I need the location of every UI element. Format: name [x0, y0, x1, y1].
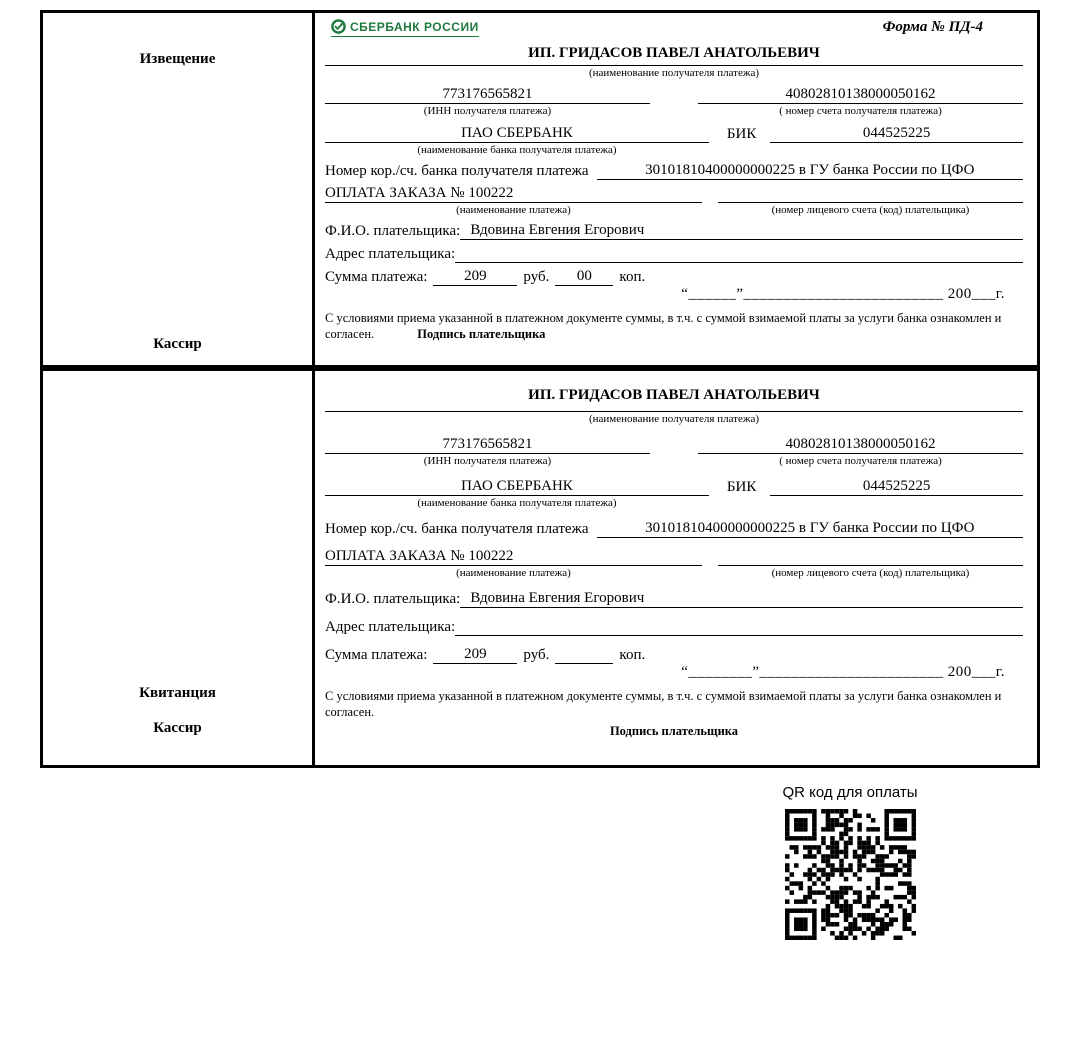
receipt-section — [40, 368, 1040, 768]
bank-name-value: ПАО СБЕРБАНК — [325, 478, 709, 496]
personal-account-caption: (номер лицевого счета (код) плательщика) — [771, 567, 970, 579]
payer-name-value: Вдовина Евгения Егорович — [460, 222, 1023, 240]
corr-account-row — [325, 520, 1023, 538]
bank-name-caption: (наименование банка получателя платежа) — [417, 497, 617, 509]
inn-value: 773176565821 — [325, 436, 650, 454]
inn-field — [325, 86, 650, 118]
purpose-value: 100222 — [468, 548, 514, 564]
bank-name-field — [325, 125, 709, 157]
purpose-line — [325, 548, 702, 566]
account-caption: ( номер счета получателя платежа) — [779, 105, 942, 117]
amount-label: Сумма платежа: — [325, 647, 428, 663]
agreement-text: С условиями приема указанной в платежном документе суммы, в т.ч. с суммой взимаемой платы за услуги банка ознакомлен и согласен. — [325, 311, 1002, 341]
personal-account-blank — [718, 548, 1023, 566]
purpose-row — [325, 185, 1023, 217]
bank-row — [325, 125, 1023, 157]
notice-section-label: Извещение — [139, 51, 216, 67]
bank-name-caption: (наименование банка получателя платежа) — [417, 144, 617, 156]
account-field — [698, 436, 1023, 468]
purpose-row — [325, 548, 1023, 580]
purpose-value: 100222 — [468, 185, 514, 201]
payment-form — [40, 10, 1040, 768]
inn-account-row — [325, 86, 1023, 118]
qr-caption: QR код для оплаты — [782, 784, 918, 801]
inn-field — [325, 436, 650, 468]
bik-field — [770, 125, 1023, 143]
signature-label: Подпись плательщика — [609, 724, 739, 738]
purpose-caption: (наименование платежа) — [456, 204, 571, 216]
payer-address-blank — [455, 245, 1023, 263]
account-field — [698, 86, 1023, 118]
personal-account-blank — [718, 185, 1023, 203]
qr-code-image — [785, 809, 916, 940]
agreement-block — [325, 688, 1023, 720]
corr-account-row — [325, 162, 1023, 180]
corr-account-value: 30101810400000000225 в ГУ банка России по ЦФО — [597, 520, 1023, 538]
personal-account-field — [718, 185, 1023, 217]
corr-account-value: 30101810400000000225 в ГУ банка России по ЦФО — [597, 162, 1023, 180]
amount-kop-value — [555, 646, 613, 664]
sberbank-logo — [331, 19, 479, 37]
sberbank-logo-text: СБЕРБАНК РОССИИ — [350, 19, 479, 34]
bik-field — [770, 478, 1023, 496]
recipient-name-caption: (наименование получателя платежа) — [588, 67, 760, 79]
recipient-name: ИП. ГРИДАСОВ ПАВЕЛ АНАТОЛЬЕВИЧ — [528, 387, 820, 403]
date-line: “______”_________________________ 200___г. — [681, 286, 1005, 302]
bik-value: 044525225 — [770, 478, 1023, 496]
form-number: Форма № ПД-4 — [882, 19, 983, 35]
corr-account-label: Номер кор./сч. банка получателя платежа — [325, 163, 589, 179]
amount-row — [325, 646, 1023, 664]
payer-address-label: Адрес плательщика: — [325, 619, 456, 635]
bik-label: БИК — [726, 126, 757, 142]
payer-address-blank — [455, 618, 1023, 636]
amount-kop-value: 00 — [555, 268, 613, 286]
notice-header-row — [325, 19, 1023, 43]
bank-row — [325, 478, 1023, 510]
payer-name-label: Ф.И.О. плательщика: — [325, 591, 461, 607]
personal-account-field — [718, 548, 1023, 580]
inn-account-row — [325, 436, 1023, 468]
bank-name-value: ПАО СБЕРБАНК — [325, 125, 709, 143]
qr-code — [785, 809, 916, 940]
rub-label: руб. — [523, 269, 550, 285]
signature-label: Подпись плательщика — [417, 327, 546, 341]
account-value: 40802810138000050162 — [698, 436, 1023, 454]
kop-label: коп. — [619, 647, 646, 663]
purpose-caption: (наименование платежа) — [456, 567, 571, 579]
rub-label: руб. — [523, 647, 550, 663]
payer-address-row — [325, 618, 1023, 636]
amount-rub-value: 209 — [433, 646, 517, 664]
payer-name-row — [325, 222, 1023, 240]
qr-block — [770, 784, 930, 945]
receipt-cashier-label: Кассир — [153, 720, 202, 736]
notice-left-column — [43, 13, 315, 365]
amount-row — [325, 268, 1023, 286]
account-caption: ( номер счета получателя платежа) — [779, 455, 942, 467]
kop-label: коп. — [619, 269, 646, 285]
inn-caption: (ИНН получателя платежа) — [423, 105, 552, 117]
agreement-text: С условиями приема указанной в платежном документе суммы, в т.ч. с суммой взимаемой платы за услуги банка ознакомлен и согласен. — [325, 689, 1002, 719]
account-value: 40802810138000050162 — [698, 86, 1023, 104]
purpose-line — [325, 185, 702, 203]
personal-account-caption: (номер лицевого счета (код) плательщика) — [771, 204, 970, 216]
payer-address-label: Адрес плательщика: — [325, 246, 456, 262]
receipt-left-column — [43, 371, 315, 765]
inn-value: 773176565821 — [325, 86, 650, 104]
inn-caption: (ИНН получателя платежа) — [423, 455, 552, 467]
payer-name-value: Вдовина Евгения Егорович — [460, 590, 1023, 608]
receipt-section-label: Квитанция — [139, 685, 216, 701]
corr-account-label: Номер кор./сч. банка получателя платежа — [325, 521, 589, 537]
amount-label: Сумма платежа: — [325, 269, 428, 285]
recipient-name-caption: (наименование получателя платежа) — [588, 413, 760, 425]
payer-address-row — [325, 245, 1023, 263]
recipient-name: ИП. ГРИДАСОВ ПАВЕЛ АНАТОЛЬЕВИЧ — [325, 45, 1023, 66]
bik-value: 044525225 — [770, 125, 1023, 143]
notice-cashier-label: Кассир — [153, 336, 202, 352]
purpose-field — [325, 548, 702, 580]
payer-name-row — [325, 590, 1023, 608]
amount-rub-value: 209 — [433, 268, 517, 286]
agreement-block — [325, 310, 1023, 342]
notice-section — [40, 10, 1040, 368]
date-line: “________”_______________________ 200___г. — [681, 664, 1005, 680]
bik-label: БИК — [726, 479, 757, 495]
payer-name-label: Ф.И.О. плательщика: — [325, 223, 461, 239]
sberbank-logo-icon — [331, 19, 346, 34]
purpose-field — [325, 185, 702, 217]
notice-body — [315, 13, 1037, 365]
bank-name-field — [325, 478, 709, 510]
receipt-body — [315, 371, 1037, 765]
purpose-label: ОПЛАТА ЗАКАЗА № — [325, 185, 465, 201]
purpose-label: ОПЛАТА ЗАКАЗА № — [325, 548, 465, 564]
